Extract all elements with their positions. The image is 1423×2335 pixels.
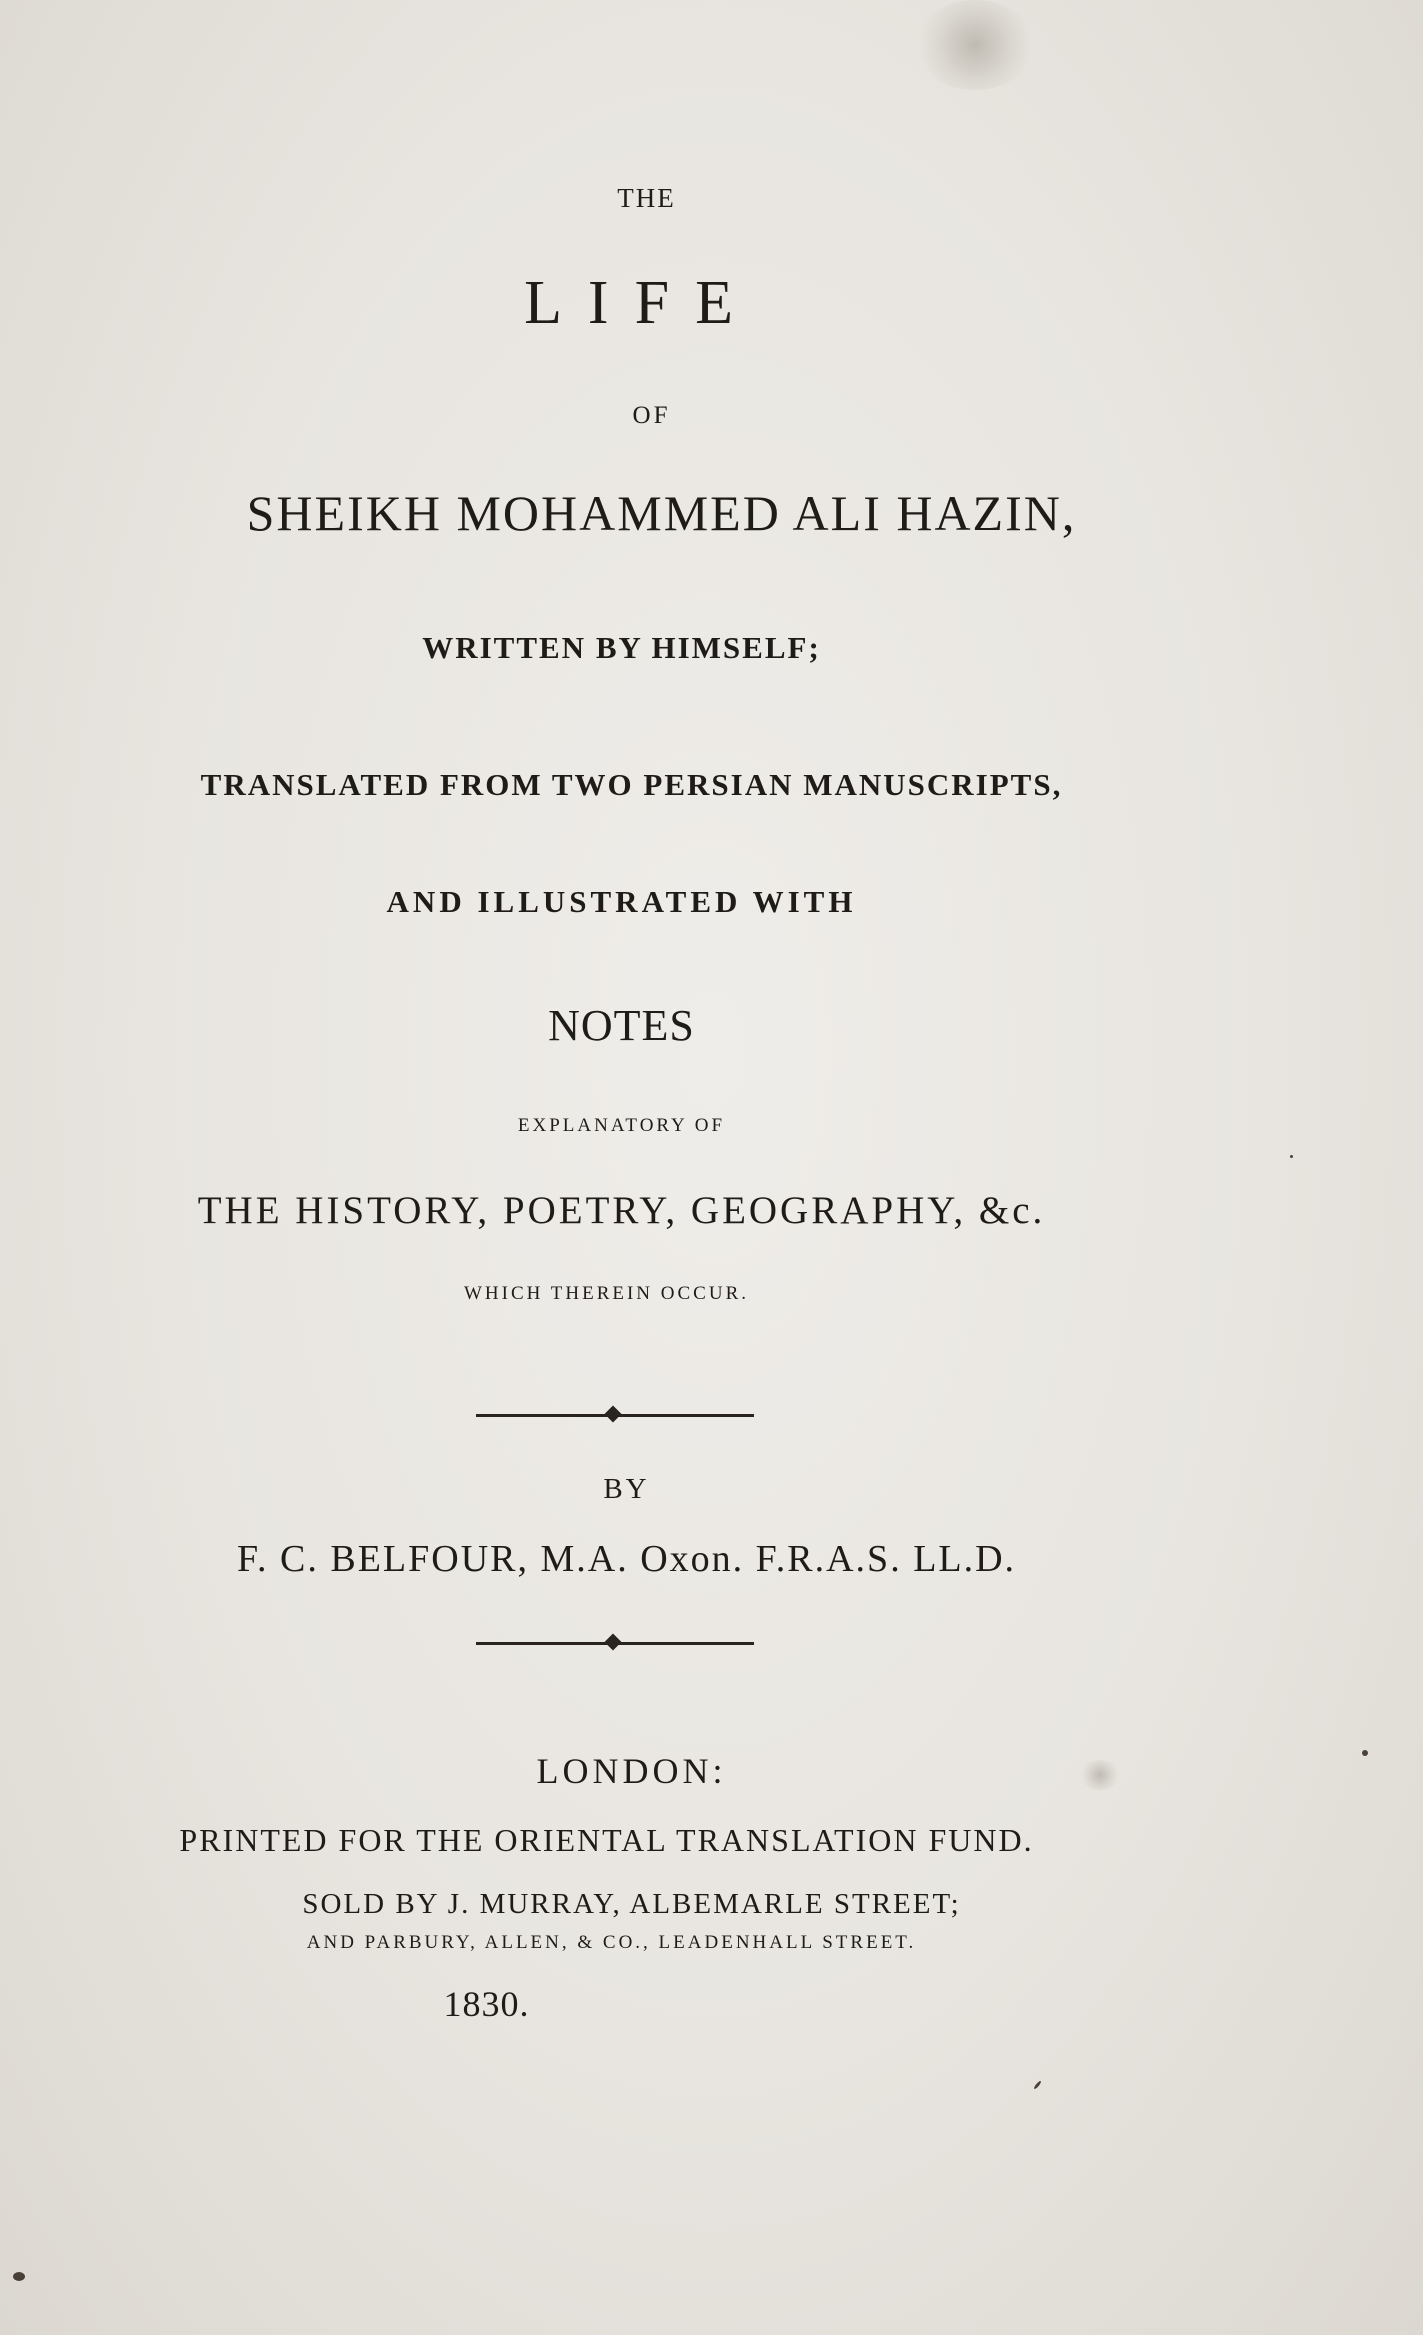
which-line: WHICH THEREIN OCCUR. — [463, 1283, 749, 1304]
ink-speck — [1290, 1155, 1293, 1158]
ink-speck — [1362, 1750, 1368, 1756]
ink-speck — [1033, 2080, 1042, 2090]
ornamental-rule — [476, 1636, 754, 1650]
illustrated-line: AND ILLUSTRATED WITH — [386, 884, 857, 919]
author-line: F. C. BELFOUR, M.A. Oxon. F.R.A.S. LL.D. — [236, 1538, 1017, 1580]
title-the: THE — [617, 183, 676, 213]
imprint-place: LONDON: — [536, 1751, 727, 1791]
imprint-parbury: AND PARBURY, ALLEN, & CO., LEADENHALL STREET. — [306, 1932, 917, 1953]
foxing-stain — [915, 0, 1035, 90]
notes-heading: NOTES — [548, 1001, 695, 1050]
translated-line: TRANSLATED FROM TWO PERSIAN MANUSCRIPTS, — [200, 767, 1063, 802]
written-by-line: WRITTEN BY HIMSELF; — [422, 630, 821, 665]
diamond-ornament-icon — [605, 1406, 622, 1423]
imprint-sold-by: SOLD BY J. MURRAY, ALBEMARLE STREET; — [302, 1888, 961, 1920]
history-line: THE HISTORY, POETRY, GEOGRAPHY, &c. — [197, 1189, 1046, 1232]
title-subject: SHEIKH MOHAMMED ALI HAZIN, — [246, 485, 1077, 541]
explanatory-line: EXPLANATORY OF — [517, 1115, 726, 1136]
title-life: LIFE — [524, 269, 759, 337]
imprint-printed-for: PRINTED FOR THE ORIENTAL TRANSLATION FUND. — [179, 1822, 1034, 1858]
ink-speck — [13, 2272, 25, 2281]
by-line: BY — [603, 1473, 650, 1505]
title-of: OF — [632, 402, 671, 429]
ornamental-rule — [476, 1408, 754, 1422]
imprint-year: 1830. — [443, 1984, 530, 2024]
diamond-ornament-icon — [605, 1634, 622, 1651]
